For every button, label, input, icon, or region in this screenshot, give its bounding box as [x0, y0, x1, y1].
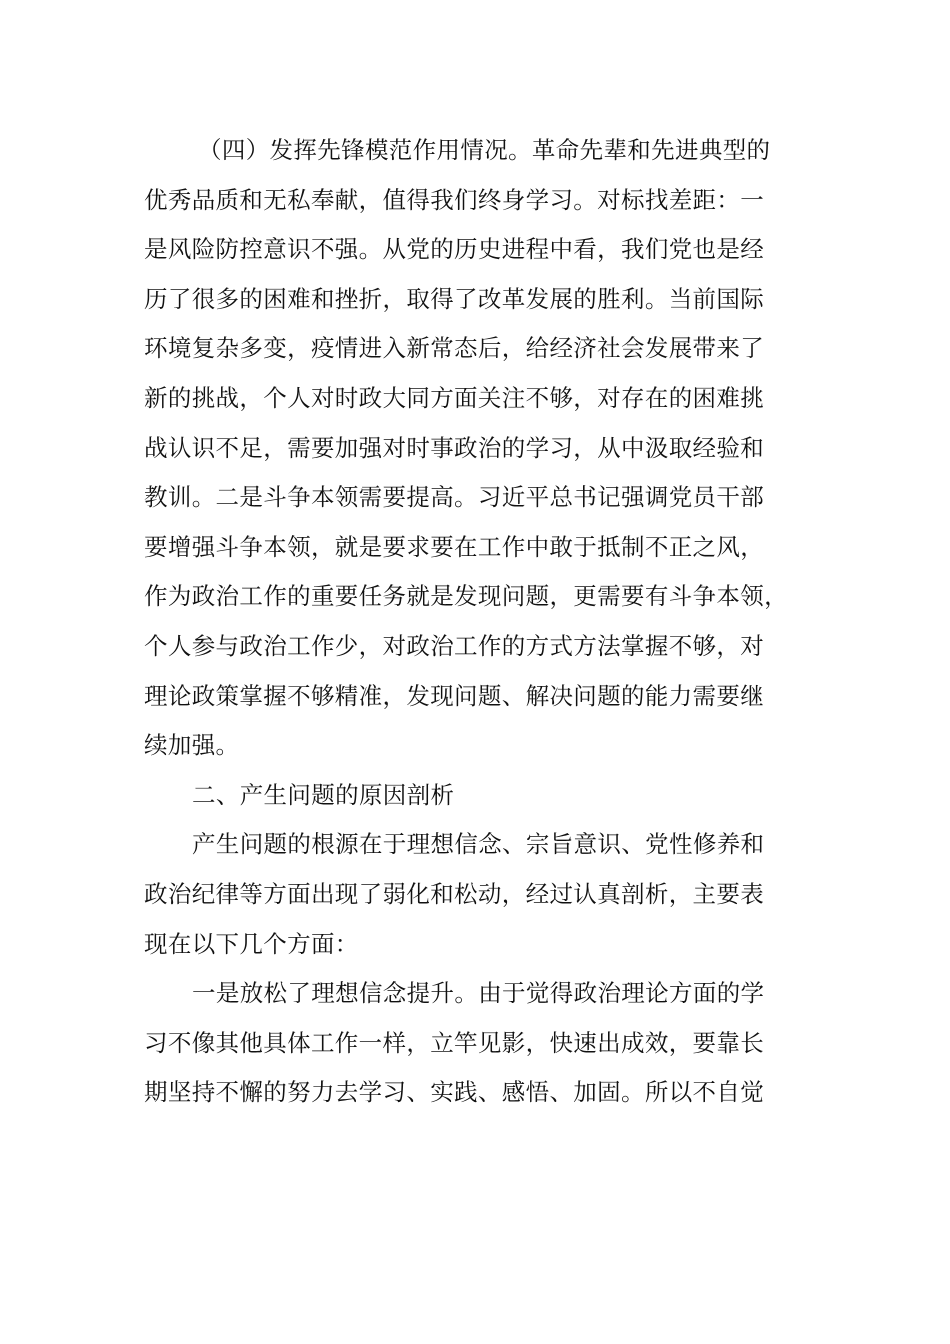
cause-paragraph-line-3: 现在以下几个方面：: [144, 929, 359, 958]
paragraph-4-line-2: 优秀品质和无私奉献，值得我们终身学习。对标找差距：一: [144, 185, 765, 214]
cause-paragraph-line-2: 政治纪律等方面出现了弱化和松动，经过认真剖析，主要表: [144, 879, 765, 908]
point-1-line-2: 习不像其他具体工作一样，立竿见影，快速出成效，要靠长: [144, 1028, 765, 1057]
paragraph-4-line-9: 要增强斗争本领，就是要求要在工作中敢于抵制不正之风，: [144, 532, 765, 561]
paragraph-4-line-4: 历了很多的困难和挫折，取得了改革发展的胜利。当前国际: [144, 284, 765, 313]
cause-paragraph-line-1: 产生问题的根源在于理想信念、宗旨意识、党性修养和: [192, 830, 765, 859]
point-1-line-1: 一是放松了理想信念提升。由于觉得政治理论方面的学: [192, 979, 765, 1008]
paragraph-4-line-13: 续加强。: [144, 731, 240, 760]
section-heading: 二、产生问题的原因剖析: [192, 780, 455, 809]
point-1-line-3: 期坚持不懈的努力去学习、实践、感悟、加固。所以不自觉: [144, 1078, 765, 1107]
paragraph-4-line-3: 是风险防控意识不强。从党的历史进程中看，我们党也是经: [144, 235, 765, 264]
paragraph-4-line-7: 战认识不足，需要加强对时事政治的学习，从中汲取经验和: [144, 433, 765, 462]
paragraph-4-line-6: 新的挑战，个人对时政大同方面关注不够，对存在的困难挑: [144, 383, 765, 412]
paragraph-4-line-8: 教训。二是斗争本领需要提高。习近平总书记强调党员干部: [144, 483, 765, 512]
document-body: [144, 126, 824, 1118]
paragraph-4-line-12: 理论政策掌握不够精准，发现问题、解决问题的能力需要继: [144, 681, 765, 710]
paragraph-4-line-5: 环境复杂多变，疫情进入新常态后，给经济社会发展带来了: [144, 334, 765, 363]
paragraph-4-line-1: （四）发挥先锋模范作用情况。革命先辈和先进典型的: [198, 136, 771, 164]
paragraph-4-line-11: 个人参与政治工作少，对政治工作的方式方法掌握不够，对: [144, 631, 765, 660]
paragraph-4-line-10: 作为政治工作的重要任务就是发现问题，更需要有斗争本领，: [144, 582, 788, 611]
